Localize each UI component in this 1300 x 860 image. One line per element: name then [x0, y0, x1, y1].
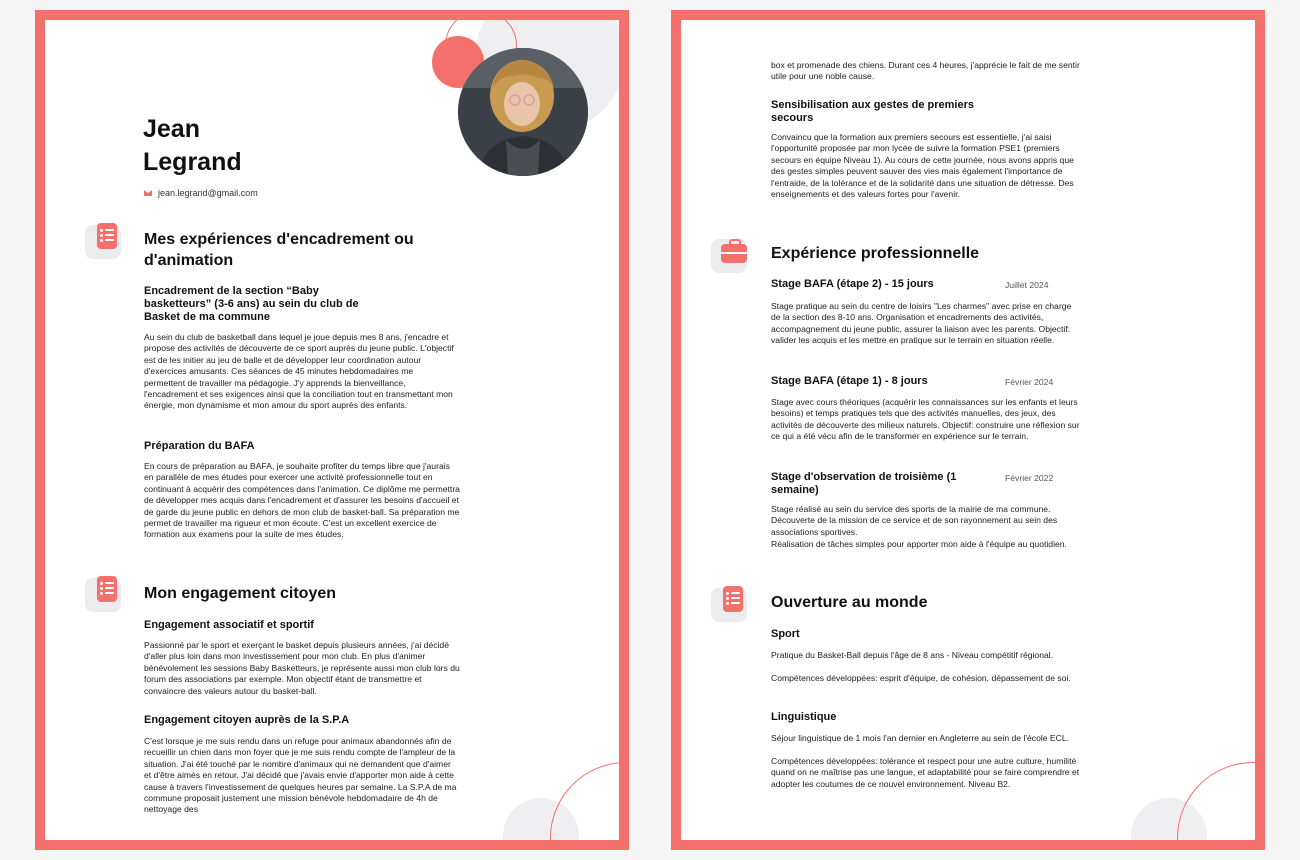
email-row — [144, 188, 258, 198]
entry-title: Engagement citoyen auprès de la S.P.A — [144, 714, 350, 726]
entry-text: Réalisation de tâches simples pour apporter mon aide à l'équipe au quotidien. — [771, 539, 1067, 549]
entry-text: Compétences développées: esprit d'équipe, de cohésion, dépassement de soi. — [771, 673, 1071, 683]
entry-text: Pratique du Basket-Ball depuis l'âge de 8 ans - Niveau compétitif régional. — [771, 650, 1054, 660]
entry-title: Stage BAFA (étape 2) - 15 jours — [771, 278, 934, 290]
briefcase-icon — [711, 237, 751, 277]
entry-text: Passionné par le sport et exerçant le basket depuis plusieurs années, j'ai décidé d'aller plus loin dans mon investissement pour mon club. En plus d'animer bénévolement les sessions Baby Basketteurs, je représente aussi mon club lors du forum des associations par exemple. Mon objectif étant de transmettre et convaincre des valeurs autour du basket-ball. — [144, 640, 460, 696]
cv-page-1 — [35, 10, 629, 850]
document-icon — [85, 223, 125, 263]
entry-title: Stage d'observation de troisième (1 semaine) — [771, 471, 957, 496]
entry-text: C'est lorsque je me suis rendu dans un refuge pour animaux abandonnés afin de recueillir un chien dans mon foyer que je me suis rendu compte de l'ampleur de la situation. J'ai été touché par le nombre d'animaux qui ne demandent que d'aimer et d'être aimés en retour. J'ai décidé que j'avais envie d'apporter mon aide à cette cause à travers l'investissement de quelques heures par semaine. La S.P.A de ma commune proposait justement une mission bénévole hebdomadaire de 4h de nettoyage des — [144, 736, 457, 815]
cv-page-2 — [671, 10, 1265, 850]
entry-text: Stage pratique au sein du centre de loisirs "Les charmes" avec prise en charge de la section des 8-10 ans. Organisation et encadrements des activités, accompagnement du jeune public, assurer la liaison avec les parents. Objectif: valider les acquis et les mettre en pratique sur le terrain en situation réelle. — [771, 301, 1072, 346]
avatar — [458, 48, 588, 176]
entry-text: Stage avec cours théoriques (acquérir les connaissances sur les enfants et leurs besoins) et temps pratiques tels que des activités manuelles, des jeux, des activités de découverte des milieux naturels. Objectif: construire une réflexion sur ce qui a été vécu afin de le transformer en expérience sur le terrain. — [771, 397, 1080, 442]
entry-title: Sensibilisation aux gestes de premiers secours — [771, 99, 974, 124]
last-name: Legrand — [143, 148, 242, 176]
entry-text: Au sein du club de basketball dans lequel je joue depuis mes 8 ans, j'encadre et propose des activités de découverte de ce sport auprès du jeune public. L'objectif est de les initier au jeu de balle et de développer leur coordination autour d'exercices amusants. Ces séances de 45 minutes hebdomadaires me permettent de travailler ma pédagogie. J'y apprends la bienveillance, l'encadrement et ses exigences ainsi que la conciliation tout en transmettant mon énergie, mon dynamisme et mon amour du sport auprès des enfants. — [144, 332, 454, 411]
email-text[interactable]: jean.legrand@gmail.com — [158, 188, 258, 198]
entry-text: Stage réalisé au sein du service des sports de la mairie de ma commune. Découverte de la mission de ce service et de son rayonnement au sein des associations sportives. — [771, 504, 1058, 537]
entry-date: Juillet 2024 — [1005, 280, 1049, 290]
decor-arc-bottom — [1177, 762, 1255, 840]
first-name: Jean — [143, 115, 200, 143]
mail-icon — [144, 190, 152, 196]
entry-title: Encadrement de la section “Baby basketteurs” (3-6 ans) au sein du club de Basket de ma commune — [144, 285, 359, 323]
section-title-encadrement: Mes expériences d'encadrement ou d'animation — [144, 231, 414, 269]
entry-title: Préparation du BAFA — [144, 440, 255, 452]
entry-date: Février 2024 — [1005, 377, 1054, 387]
document-icon — [711, 586, 751, 626]
entry-text: Séjour linguistique de 1 mois l'an dernier en Angleterre au sein de l'école ECL. — [771, 733, 1070, 743]
entry-date: Février 2022 — [1005, 473, 1054, 483]
entry-title: Linguistique — [771, 711, 837, 723]
continuation-text: box et promenade des chiens. Durant ces 4 heures, j'apprécie le fait de me sentir utile pour une noble cause. — [771, 60, 1080, 82]
avatar-photo — [458, 48, 588, 176]
decor-arc-bottom — [550, 762, 619, 840]
entry-title: Engagement associatif et sportif — [144, 619, 314, 631]
entry-text: En cours de préparation au BAFA, je souhaite profiter du temps libre que j'aurais en parallèle de mes études pour exercer une activité professionnelle tout en continuant à acquérir des compétences dans l'animation. Ce diplôme me permettra de développer mes acquis dans l'encadrement et d'assurer les besoins d'accueil et de garde du jeune public en dehors de mon club de basket-ball. Sa préparation me permet de travailler ma rigueur et mon écoute. C'est un excellent exercice de formation aux examens pour la suite de mes études. — [144, 461, 460, 540]
entry-text: Convaincu que la formation aux premiers secours est essentielle, j'ai saisi l'opportunité proposée par mon lycée de suivre la formation PSE1 (premiers secours en équipe Niveau 1). Au cours de cette journée, nous avons appris que des gestes simples peuvent sauver des vies mais également l'importance de l'entraide, de la tolérance et de la solidarité dans une situation de détresse. Des enseignements et des valeurs fortes pour l'avenir. — [771, 132, 1074, 200]
section-title-engagement: Mon engagement citoyen — [144, 585, 337, 602]
page-sheet — [681, 20, 1255, 840]
section-title-ouverture: Ouverture au monde — [771, 594, 928, 611]
entry-text: Compétences développées: tolérance et respect pour une autre culture, humilité quand on ne maîtrise pas une langue, et adaptabilité pour se faire comprendre et adopter les coutumes de ce nouvel environnement. Niveau B2. — [771, 756, 1080, 789]
entry-title: Stage BAFA (étape 1) - 8 jours — [771, 375, 928, 387]
page-sheet — [45, 20, 619, 840]
document-icon — [85, 576, 125, 616]
entry-title: Sport — [771, 628, 800, 640]
section-title-pro: Expérience professionnelle — [771, 245, 980, 262]
